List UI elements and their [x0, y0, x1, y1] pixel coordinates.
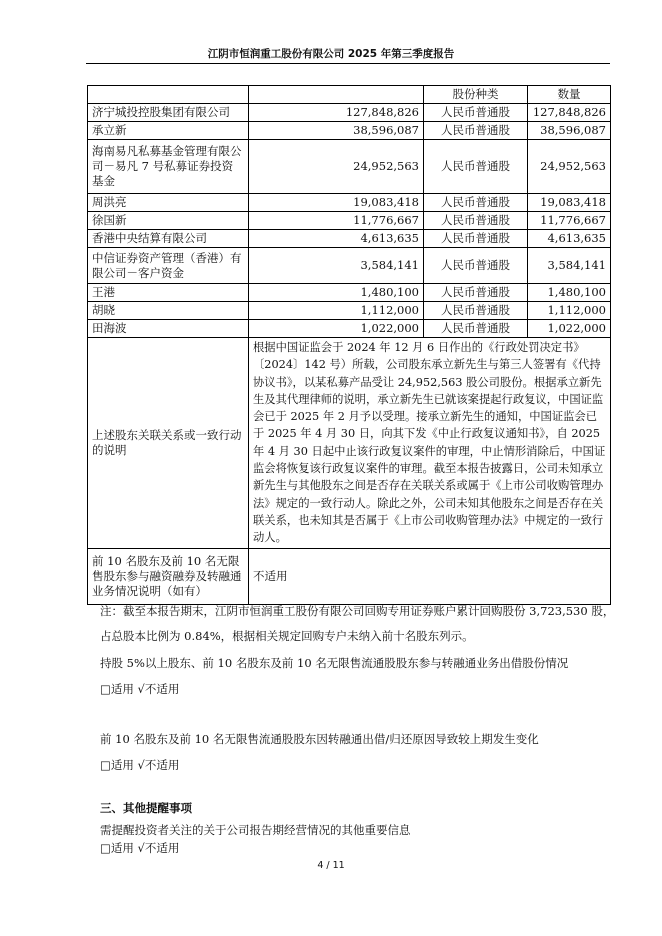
- table-row: [88, 104, 611, 122]
- holder-quantity: 24,952,563: [528, 140, 611, 194]
- holder-name: 徐国新: [88, 212, 249, 230]
- page-number: 4 / 11: [317, 860, 345, 871]
- change-option: □适用 √不适用: [100, 758, 180, 772]
- holder-shares: 4,613,635: [249, 230, 424, 248]
- table-row: [88, 284, 611, 302]
- holder-quantity: 1,022,000: [528, 320, 611, 338]
- table-row: [88, 302, 611, 320]
- table-row: [88, 248, 611, 284]
- holder-share-class: 人民币普通股: [424, 230, 528, 248]
- holder-share-class: 人民币普通股: [424, 248, 528, 284]
- holder-share-class: 人民币普通股: [424, 302, 528, 320]
- margin-value: 不适用: [249, 548, 611, 604]
- note-line-2: 占总股本比例为 0.84%，根据相关规定回购专户未纳入前十名股东列示。: [100, 629, 474, 643]
- section-desc: 需提醒投资者关注的关于公司报告期经营情况的其他重要信息: [100, 823, 411, 837]
- holder-shares: 38,596,087: [249, 122, 424, 140]
- section-option: □适用 √不适用: [100, 841, 180, 855]
- table-row: [88, 320, 611, 338]
- col-share-class: 股份种类: [424, 86, 528, 104]
- header-blank-1: [88, 86, 249, 104]
- relation-text: 根据中国证监会于 2024 年 12 月 6 日作出的《行政处罚决定书》〔2024〕142 号）所载，公司股东承立新先生与第三人签署有《代持协议书》，以某私募产品受让 24,952,563 股公司股份。根据承立新先生及其代理律师的说明，承立新先生已就该案提起行政复议，中国证监会已于 2025 年 2 月予以受理。接承立新先生的通知，中国证监会已于 2025 年 4 月 30 日，向其下发《中止行政复议通知书》，自 2025 年 4 月 30 日起中止该行政复议案件的审理，中止情形消除后，中国证监会将恢复该行政复议案件的审理。截至本报告披露日，公司未知承立新先生与其他股东之间是否存在关联关系或属于《上市公司收购管理办法》规定的一致行动人。除此之外，公司未知其他股东之间是否存在关联关系，也未知其是否属于《上市公司收购管理办法》中规定的一致行动人。: [249, 338, 611, 549]
- holder-shares: 1,112,000: [249, 302, 424, 320]
- holder-shares: 127,848,826: [249, 104, 424, 122]
- holder-name: 海南易凡私募基金管理有限公司－易凡 7 号私募证券投资基金: [88, 140, 249, 194]
- header-blank-2: [249, 86, 424, 104]
- holder-name: 承立新: [88, 122, 249, 140]
- margin-row: [88, 548, 611, 604]
- holder-share-class: 人民币普通股: [424, 104, 528, 122]
- lending-title: 持股 5%以上股东、前 10 名股东及前 10 名无限售流通股股东参与转融通业务出借股份情况: [100, 656, 569, 670]
- section-title: 三、其他提醒事项: [100, 801, 192, 815]
- table-row: [88, 140, 611, 194]
- holder-name: 王港: [88, 284, 249, 302]
- holder-shares: 1,022,000: [249, 320, 424, 338]
- holder-share-class: 人民币普通股: [424, 122, 528, 140]
- lending-option: □适用 √不适用: [100, 682, 180, 696]
- header-divider: [86, 63, 610, 64]
- holder-shares: 19,083,418: [249, 194, 424, 212]
- holder-quantity: 4,613,635: [528, 230, 611, 248]
- holder-share-class: 人民币普通股: [424, 194, 528, 212]
- top-holders-table: [87, 85, 611, 605]
- table-row: [88, 230, 611, 248]
- table-row: [88, 122, 611, 140]
- holder-name: 中信证券资产管理（香港）有限公司－客户资金: [88, 248, 249, 284]
- relation-label: 上述股东关联关系或一致行动的说明: [88, 338, 249, 549]
- holder-shares: 11,776,667: [249, 212, 424, 230]
- table-row: [88, 194, 611, 212]
- col-quantity: 数量: [528, 86, 611, 104]
- holder-share-class: 人民币普通股: [424, 140, 528, 194]
- holder-quantity: 11,776,667: [528, 212, 611, 230]
- holder-quantity: 127,848,826: [528, 104, 611, 122]
- table-row: [88, 212, 611, 230]
- relation-row: [88, 338, 611, 549]
- holder-name: 田海波: [88, 320, 249, 338]
- margin-label: 前 10 名股东及前 10 名无限售股东参与融资融券及转融通业务情况说明（如有）: [88, 548, 249, 604]
- holder-name: 周洪亮: [88, 194, 249, 212]
- holder-quantity: 38,596,087: [528, 122, 611, 140]
- holder-shares: 24,952,563: [249, 140, 424, 194]
- change-title: 前 10 名股东及前 10 名无限售流通股股东因转融通出借/归还原因导致较上期发生变化: [100, 732, 539, 746]
- holder-quantity: 3,584,141: [528, 248, 611, 284]
- holder-shares: 3,584,141: [249, 248, 424, 284]
- holder-quantity: 19,083,418: [528, 194, 611, 212]
- holder-shares: 1,480,100: [249, 284, 424, 302]
- holder-quantity: 1,112,000: [528, 302, 611, 320]
- holder-share-class: 人民币普通股: [424, 212, 528, 230]
- holder-name: 香港中央结算有限公司: [88, 230, 249, 248]
- holder-name: 济宁城投控股集团有限公司: [88, 104, 249, 122]
- holder-share-class: 人民币普通股: [424, 284, 528, 302]
- report-header: 江阴市恒润重工股份有限公司 2025 年第三季度报告: [207, 48, 455, 60]
- holder-share-class: 人民币普通股: [424, 320, 528, 338]
- note-line-1: 注：截至本报告期末，江阴市恒润重工股份有限公司回购专用证券账户累计回购股份 3,723,530 股，: [100, 604, 615, 618]
- holder-name: 胡晓: [88, 302, 249, 320]
- holder-quantity: 1,480,100: [528, 284, 611, 302]
